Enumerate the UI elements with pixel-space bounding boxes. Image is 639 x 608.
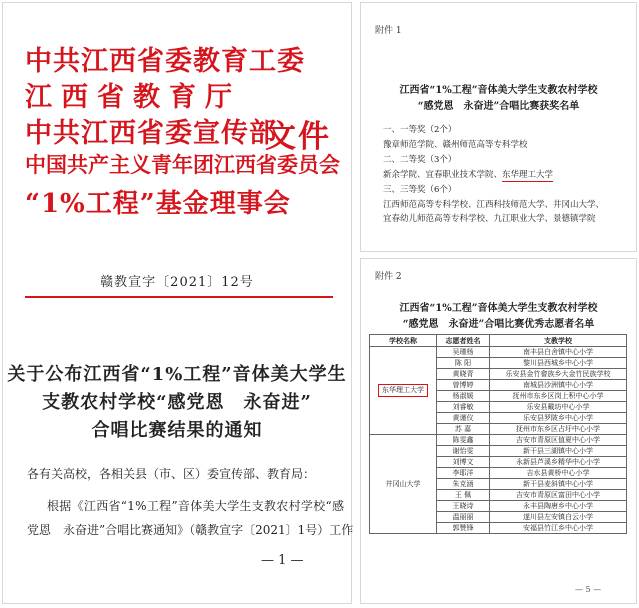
second-prize-winners <box>383 168 553 180</box>
volunteer-name: 王晓诗 <box>437 501 490 512</box>
attachment-1-title-line-2: “感党恩 永奋进”合唱比赛获奖名单 <box>417 101 580 112</box>
attachment-1-title-line-1: 江西省“1%工程”音体美大学生支教农村学校 <box>399 85 598 96</box>
header-teaching-school: 支教学校 <box>490 335 627 347</box>
attachment-2-title-line-2: “感党恩 永奋进”合唱比赛优秀志愿者名单 <box>402 319 595 330</box>
teaching-school: 永新县芦溪乡精华中心小学 <box>490 457 627 468</box>
teaching-school: 黎川县西城乡中心小学 <box>490 358 627 369</box>
volunteer-name: 陈 阳 <box>437 358 490 369</box>
volunteer-name: 黄谨仪 <box>437 413 490 424</box>
teaching-school: 南丰县白舍镇中心小学 <box>490 347 627 358</box>
highlighted-school: 东华理工大学 <box>502 170 554 180</box>
teaching-school: 遂川县左安镇白云小学 <box>490 512 627 523</box>
school-name-cell <box>370 347 437 435</box>
volunteer-table <box>369 334 627 534</box>
teaching-school: 乐安县罗陂乡中心小学 <box>490 413 627 424</box>
volunteer-name: 吴瑾杨 <box>437 347 490 358</box>
issuer-line-2: 江西省教育厅 <box>25 82 241 113</box>
table-row <box>370 347 627 358</box>
notice-title-line-2: 支教农村学校“感党恩 永奋进” <box>42 392 312 413</box>
school-name: 井冈山大学 <box>385 479 421 488</box>
third-prize-winners-1: 江西师范高等专科学校、江西科技师范大学、井冈山大学、 <box>383 200 605 210</box>
school-name-cell <box>370 435 437 534</box>
volunteer-name: 谢怡雯 <box>437 446 490 457</box>
volunteer-name: 朱克涵 <box>437 479 490 490</box>
teaching-school: 新干县麦斜镇中心小学 <box>490 479 627 490</box>
table-header-row <box>370 335 627 347</box>
attachment-1-label: 附件 1 <box>375 26 402 36</box>
teaching-school: 抚州市东乡区占圩中心小学 <box>490 424 627 435</box>
issuer-line-1: 中共江西省委教育工委 <box>25 46 305 77</box>
notice-title-line-1: 关于公布江西省“1%工程”音体美大学生 <box>7 364 347 385</box>
attachment-1-page <box>360 2 637 252</box>
body-line-1: 根据《江西省“1%工程”音体美大学生支教农村学校“感 <box>47 499 345 513</box>
volunteer-name: 刘睿敏 <box>437 402 490 413</box>
attachment-2-label: 附件 2 <box>375 272 402 282</box>
page-number: — 1 — <box>261 553 304 568</box>
third-prize-winners-2: 宜春幼儿师范高等专科学校、九江职业大学、景德镇学院 <box>383 214 596 224</box>
red-divider <box>25 296 333 298</box>
issuer-line-5: “1%工程”基金理事会 <box>25 189 291 219</box>
header-school: 学校名称 <box>370 335 437 347</box>
issuer-line-3: 中共江西省委宣传部 <box>25 118 277 149</box>
volunteer-name: 刘博文 <box>437 457 490 468</box>
document-number: 赣教宣字〔2021〕12号 <box>100 275 254 290</box>
volunteer-name: 王 佩 <box>437 490 490 501</box>
second-prize-prefix: 新余学院、宜春职业技术学院、 <box>383 170 503 180</box>
volunteer-name: 黄晓青 <box>437 369 490 380</box>
volunteer-table-body <box>370 347 627 534</box>
attachment-2-title-line-1: 江西省“1%工程”音体美大学生支教农村学校 <box>399 303 598 314</box>
teaching-school: 乐安县戴坊中心小学 <box>490 402 627 413</box>
document-word: 文件 <box>265 119 331 155</box>
volunteer-name: 温丽丽 <box>437 512 490 523</box>
teaching-school: 吉水县黄桥中心小学 <box>490 468 627 479</box>
volunteer-name: 李耶洋 <box>437 468 490 479</box>
salutation: 各有关高校，各相关县（市、区）委宣传部、教育局： <box>27 467 316 481</box>
volunteer-name: 苏 嘉 <box>437 424 490 435</box>
second-prize-heading: 二、二等奖（3个） <box>383 155 457 165</box>
third-prize-heading: 三、三等奖（6个） <box>383 185 457 195</box>
notice-page <box>2 2 352 604</box>
teaching-school: 南城县沙洲镇中心小学 <box>490 380 627 391</box>
header-volunteer: 志愿者姓名 <box>437 335 490 347</box>
attachment-2-page <box>360 258 637 604</box>
notice-title-line-3: 合唱比赛结果的通知 <box>91 420 263 441</box>
teaching-school: 吉安市青原区富田中心小学 <box>490 490 627 501</box>
teaching-school: 乐安县金竹畲族乡大金竹民族学校 <box>490 369 627 380</box>
teaching-school: 永丰县陶唐乡中心小学 <box>490 501 627 512</box>
teaching-school: 抚州市东乡区岗上积中心小学 <box>490 391 627 402</box>
teaching-school: 安福县竹江乡中心小学 <box>490 523 627 534</box>
issuer-line-4: 中国共产主义青年团江西省委员会 <box>25 152 340 177</box>
page-number: — 5 — <box>575 585 602 594</box>
first-prize-winners: 豫章师范学院、赣州师范高等专科学校 <box>383 140 528 150</box>
first-prize-heading: 一、一等奖（2个） <box>383 125 457 135</box>
teaching-school: 吉安市青原区值夏中心小学 <box>490 435 627 446</box>
volunteer-name: 杨淑媛 <box>437 391 490 402</box>
table-row <box>370 435 627 446</box>
volunteer-name: 郭赞锋 <box>437 523 490 534</box>
teaching-school: 新干县三湖镇中心小学 <box>490 446 627 457</box>
highlighted-school-name: 东华理工大学 <box>378 384 428 397</box>
volunteer-name: 陈雯鑫 <box>437 435 490 446</box>
body-line-2: 党恩 永奋进”合唱比赛通知》（赣教宣字〔2021〕1号）工作 <box>27 523 354 537</box>
volunteer-name: 曾博婷 <box>437 380 490 391</box>
